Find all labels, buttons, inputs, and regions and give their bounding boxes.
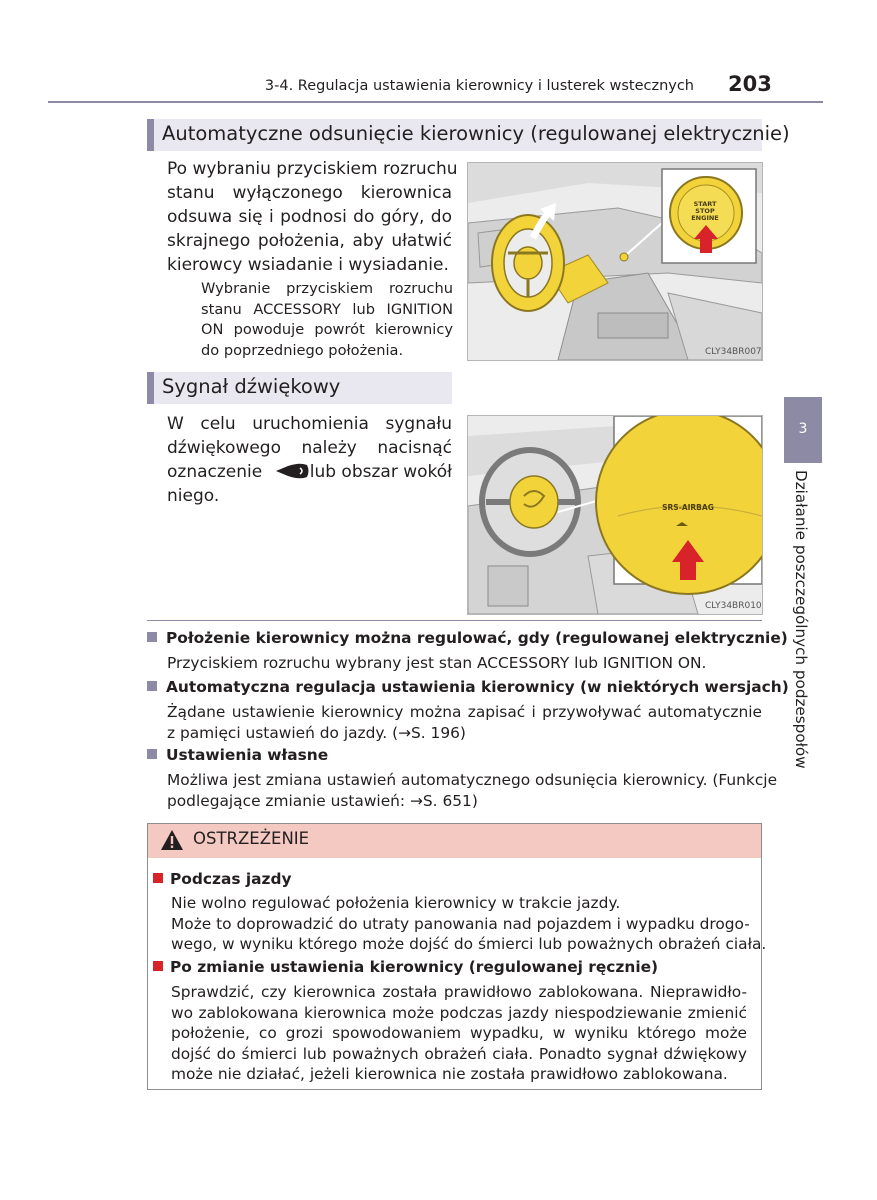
- text-line: wo zablokowana kierownica może podczas jazdy niespodziewanie zmienić: [171, 1003, 747, 1022]
- header-rule: [48, 101, 823, 103]
- text-line: wego, w wyniku którego może dojść do śmierci lub poważnych obrażeń ciała.: [171, 935, 767, 953]
- warning-square-icon: [153, 873, 163, 883]
- text-line: stanu wyłączonego kierownica: [167, 183, 452, 203]
- chapter-number: 3: [798, 421, 808, 437]
- figure-code: CLY34BR007: [705, 347, 762, 357]
- text-fragment: lub obszar wokół: [309, 462, 452, 482]
- text-line: Po wybraniu przyciskiem rozruchu: [167, 159, 458, 179]
- bullet-square-icon: [147, 632, 157, 642]
- figure-horn: [467, 415, 763, 615]
- text-line: Wybranie przyciskiem rozruchu: [201, 280, 453, 297]
- figure-start-button: [467, 162, 763, 361]
- chapter-label-text: Działanie poszczególnych podzespołów: [792, 470, 810, 769]
- text-line-with-icon: [167, 460, 452, 484]
- steering-wheel-illustration: [468, 416, 762, 614]
- bullet-body: [167, 770, 778, 812]
- horn-icon: [274, 462, 310, 480]
- text-line: Przyciskiem rozruchu wybrany jest stan ACCESSORY lub IGNITION ON.: [167, 654, 707, 672]
- text-line: położenie, co grozi spowodowaniem wypadku, w wyniku którego może: [171, 1024, 747, 1042]
- bullet-heading-text: Położenie kierownicy można regulować, gdy (regulowanej elektrycznie): [166, 629, 788, 647]
- warning-item-heading: [153, 958, 658, 976]
- warning-item-heading: [153, 870, 292, 888]
- section2-paragraph: [167, 412, 452, 508]
- bullet-square-icon: [147, 749, 157, 759]
- start-button-label: [680, 201, 730, 222]
- text-line: kierowcy wsiadanie i wysiadanie.: [167, 255, 449, 275]
- warning-title: OSTRZEŻENIE: [193, 829, 310, 848]
- bullet-body: [167, 653, 762, 674]
- warning-item-heading-text: Podczas jazdy: [170, 870, 292, 888]
- text-line: odsuwa się i podnosi do góry, do: [167, 207, 452, 227]
- section1-note: [201, 279, 453, 361]
- figure-code: CLY34BR010: [705, 601, 762, 611]
- text-line: stanu ACCESSORY lub IGNITION: [201, 300, 453, 318]
- chapter-tab: [784, 397, 822, 463]
- text-line: z pamięci ustawień do jazdy. (→S. 196): [167, 724, 466, 742]
- text-line: Może to doprowadzić do utraty panowania nad pojazdem i wypadku drogo-: [171, 914, 750, 933]
- warning-triangle-icon: [160, 829, 184, 851]
- airbag-label: SRS-AIRBAG: [662, 503, 714, 512]
- bullet-heading-text: Ustawienia własne: [166, 746, 329, 764]
- text-line: niego.: [167, 486, 220, 506]
- section-heading-auto-steering: [147, 119, 790, 151]
- page-number: 203: [728, 72, 772, 96]
- section1-paragraph: [167, 157, 458, 277]
- text-line: do poprzedniego położenia.: [201, 341, 404, 359]
- warning-item-body: [171, 982, 747, 1085]
- bullet-square-icon: [147, 681, 157, 691]
- text-line: dojść do śmierci lub poważnych obrażeń ciała. Ponadto sygnał dźwiękowy: [171, 1044, 747, 1063]
- bullet-heading: [147, 746, 328, 764]
- section-heading-text: Sygnał dźwiękowy: [162, 375, 341, 398]
- dashboard-illustration: [468, 163, 762, 360]
- bullet-heading: [147, 629, 788, 647]
- text-line: ON powoduje powrót kierownicy: [201, 321, 453, 338]
- warning-item-body: [171, 893, 767, 955]
- section-heading-horn: [147, 372, 452, 404]
- text-line: Możliwa jest zmiana ustawień automatycznego odsunięcia kierownicy. (Funkcje: [167, 771, 778, 789]
- text-line: podlegające zmianie ustawień: →S. 651): [167, 792, 478, 810]
- running-header: 3-4. Regulacja ustawienia kierownicy i lusterek wstecznych: [264, 78, 694, 94]
- text-line: ENGINE: [691, 214, 719, 222]
- section-heading-text: Automatyczne odsunięcie kierownicy (regulowanej elektrycznie): [162, 122, 790, 145]
- bullet-body: [167, 702, 762, 744]
- text-line: W celu uruchomienia sygnału: [167, 414, 452, 434]
- bullet-heading: [147, 678, 789, 696]
- chapter-side-label: [766, 470, 836, 790]
- text-line: skrajnego położenia, aby ułatwić: [167, 231, 452, 251]
- text-line: Żądane ustawienie kierownicy można zapisać i przywoływać automatycznie: [167, 703, 762, 721]
- text-line: Sprawdzić, czy kierownica została prawidłowo zablokowana. Nieprawidło-: [171, 983, 747, 1001]
- section-divider: [147, 620, 762, 621]
- text-line: START: [693, 200, 717, 208]
- text-line: Nie wolno regulować położenia kierownicy w trakcie jazdy.: [171, 894, 621, 912]
- text-line: STOP: [695, 207, 715, 215]
- text-fragment: oznaczenie: [167, 462, 263, 482]
- warning-square-icon: [153, 961, 163, 971]
- bullet-heading-text: Automatyczna regulacja ustawienia kierownicy (w niektórych wersjach): [166, 678, 789, 696]
- warning-item-heading-text: Po zmianie ustawienia kierownicy (regulowanej ręcznie): [170, 958, 659, 976]
- text-line: może nie działać, jeżeli kierownica nie została prawidłowo zablokowana.: [171, 1065, 728, 1083]
- text-line: dźwiękowego należy nacisnąć: [167, 438, 452, 458]
